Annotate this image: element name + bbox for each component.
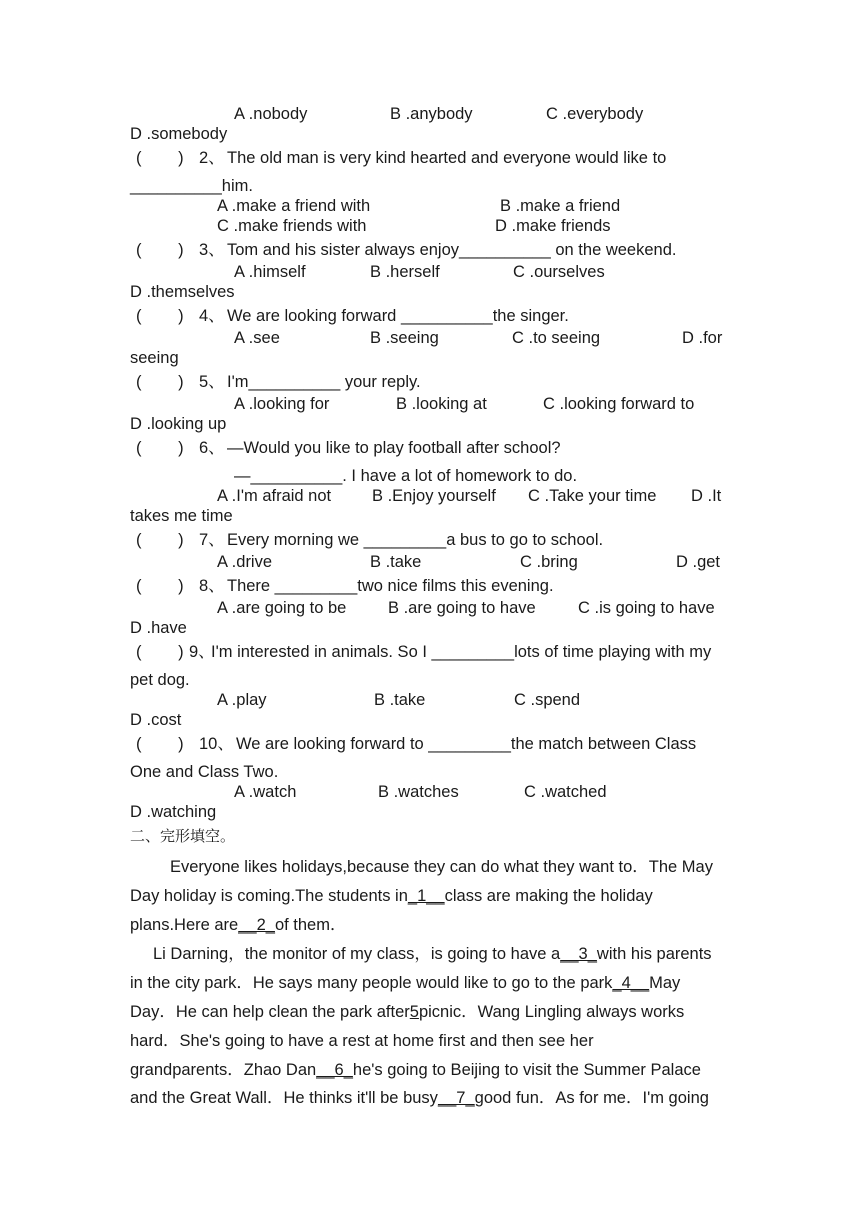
q6-answer-paren: ( ) bbox=[136, 439, 184, 457]
q6-option-c: C .Take your time bbox=[528, 487, 657, 505]
q6-number: 6、 bbox=[199, 439, 225, 457]
q1-option-a: A .nobody bbox=[234, 105, 308, 123]
q3-option-c: C .ourselves bbox=[513, 263, 605, 281]
q10-answer-paren: ( ) bbox=[136, 735, 184, 753]
q5-option-b: B .looking at bbox=[396, 395, 487, 413]
q3-number: 3、 bbox=[199, 241, 225, 259]
cloze-blank-2: __2_ bbox=[238, 916, 275, 934]
q4-option-a: A .see bbox=[234, 329, 280, 347]
q4-option-d: D .for bbox=[682, 329, 723, 347]
cloze-blank-5: 5 bbox=[409, 1003, 419, 1021]
q7-option-d: D .get bbox=[676, 553, 721, 571]
cloze-blank-3: __3_ bbox=[560, 945, 597, 963]
q5-stem: I'm__________ your reply. bbox=[227, 373, 421, 391]
q8-stem: There _________two nice films this evening. bbox=[227, 577, 554, 595]
q8-option-c: C .is going to have bbox=[578, 599, 715, 617]
section-heading-cloze: 二、完形填空。 bbox=[130, 827, 236, 845]
q4-option-d-cont: seeing bbox=[130, 349, 179, 367]
q7-option-c: C .bring bbox=[520, 553, 578, 571]
q8-number: 8、 bbox=[199, 577, 225, 595]
q4-answer-paren: ( ) bbox=[136, 307, 184, 325]
q7-answer-paren: ( ) bbox=[136, 531, 184, 549]
cloze-blank-7: __7_ bbox=[437, 1089, 475, 1107]
cloze-p1-line3: plans.Here are__2_of them． bbox=[130, 916, 347, 934]
q10-stem: We are looking forward to _________the match between Class bbox=[236, 735, 697, 753]
q2-option-d: D .make friends bbox=[495, 217, 611, 235]
q4-stem: We are looking forward __________the singer. bbox=[227, 307, 569, 325]
q6-stem: —Would you like to play football after school? bbox=[227, 439, 561, 457]
cloze-blank-6: __6_ bbox=[316, 1061, 353, 1079]
q7-stem: Every morning we _________a bus to go to school. bbox=[227, 531, 604, 549]
q8-option-a: A .are going to be bbox=[217, 599, 347, 617]
q9-option-b: B .take bbox=[374, 691, 426, 709]
q6-option-d-cont: takes me time bbox=[130, 507, 233, 525]
q5-option-d: D .looking up bbox=[130, 415, 227, 433]
q4-number: 4、 bbox=[199, 307, 225, 325]
q7-option-a: A .drive bbox=[217, 553, 273, 571]
q9-stem-cont: pet dog. bbox=[130, 671, 190, 689]
q1-option-b: B .anybody bbox=[390, 105, 473, 123]
q2-stem-cont: __________him. bbox=[130, 177, 253, 195]
q2-answer-paren: ( ) bbox=[136, 149, 184, 167]
cloze-p2-line1: Li Darning，the monitor of my class，is going to have a__3_with his parents bbox=[153, 945, 712, 963]
q3-stem: Tom and his sister always enjoy__________ on the weekend. bbox=[227, 241, 677, 259]
q10-number: 10、 bbox=[199, 735, 234, 753]
q9-stem: I'm interested in animals. So I _________lots of time playing with my bbox=[211, 643, 712, 661]
cloze-blank-1: _1__ bbox=[407, 887, 445, 905]
q10-option-c: C .watched bbox=[524, 783, 607, 801]
q7-number: 7、 bbox=[199, 531, 225, 549]
q3-option-a: A .himself bbox=[234, 263, 306, 281]
q5-option-c: C .looking forward to bbox=[543, 395, 695, 413]
q5-option-a: A .looking for bbox=[234, 395, 330, 413]
q10-option-a: A .watch bbox=[234, 783, 297, 801]
q10-stem-cont: One and Class Two. bbox=[130, 763, 279, 781]
q9-number: 9、 bbox=[189, 643, 215, 661]
cloze-p2-line3: Day．He can help clean the park after5picnic．Wang Lingling always works bbox=[130, 1003, 685, 1021]
q6-option-d: D .It bbox=[691, 487, 722, 505]
q6-stem-cont: —__________. I have a lot of homework to do. bbox=[234, 467, 578, 485]
q9-answer-paren: ( ) bbox=[136, 643, 184, 661]
q9-option-a: A .play bbox=[217, 691, 267, 709]
q3-option-d: D .themselves bbox=[130, 283, 235, 301]
q8-answer-paren: ( ) bbox=[136, 577, 184, 595]
q3-answer-paren: ( ) bbox=[136, 241, 184, 259]
q8-option-d: D .have bbox=[130, 619, 187, 637]
q4-option-c: C .to seeing bbox=[512, 329, 601, 347]
q9-option-c: C .spend bbox=[514, 691, 581, 709]
q6-option-b: B .Enjoy yourself bbox=[372, 487, 496, 505]
q2-option-b: B .make a friend bbox=[500, 197, 621, 215]
cloze-p2-line4: hard．She's going to have a rest at home first and then see her bbox=[130, 1032, 594, 1050]
q2-option-c: C .make friends with bbox=[217, 217, 367, 235]
q9-option-d: D .cost bbox=[130, 711, 182, 729]
q1-option-c: C .everybody bbox=[546, 105, 644, 123]
cloze-p1-line1: Everyone likes holidays,because they can do what they want to．The May bbox=[170, 858, 713, 876]
q1-option-d: D .somebody bbox=[130, 125, 228, 143]
cloze-p2-line6: and the Great Wall．He thinks it'll be busy__7_good fun．As for me．I'm going bbox=[130, 1089, 709, 1107]
cloze-p2-line2: in the city park．He says many people would like to go to the park_4__May bbox=[130, 974, 681, 992]
q8-option-b: B .are going to have bbox=[388, 599, 536, 617]
q4-option-b: B .seeing bbox=[370, 329, 439, 347]
cloze-p2-line5: grandparents．Zhao Dan__6_he's going to Beijing to visit the Summer Palace bbox=[130, 1061, 701, 1079]
q2-number: 2、 bbox=[199, 149, 225, 167]
q7-option-b: B .take bbox=[370, 553, 422, 571]
q10-option-d: D .watching bbox=[130, 803, 217, 821]
q2-option-a: A .make a friend with bbox=[217, 197, 371, 215]
q10-option-b: B .watches bbox=[378, 783, 459, 801]
q2-stem: The old man is very kind hearted and everyone would like to bbox=[227, 149, 667, 167]
q5-number: 5、 bbox=[199, 373, 225, 391]
q6-option-a: A .I'm afraid not bbox=[217, 487, 332, 505]
cloze-blank-4: _4__ bbox=[612, 974, 650, 992]
q3-option-b: B .herself bbox=[370, 263, 440, 281]
cloze-p1-line2: Day holiday is coming.The students in_1__class are making the holiday bbox=[130, 887, 653, 905]
q5-answer-paren: ( ) bbox=[136, 373, 184, 391]
